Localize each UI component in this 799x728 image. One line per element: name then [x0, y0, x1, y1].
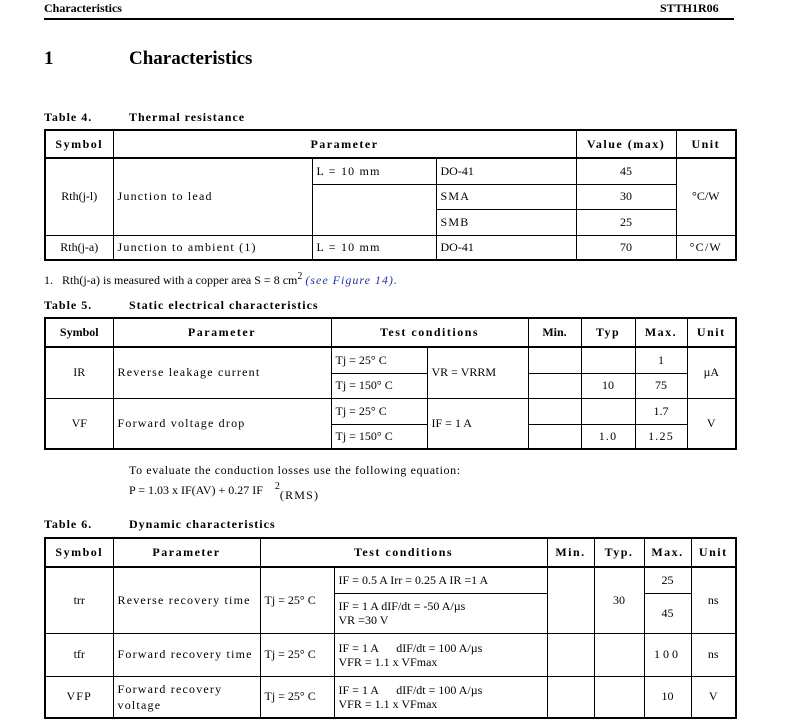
typ-cell: 10: [581, 373, 635, 398]
tj-cell: Tj = 150° C: [331, 373, 427, 398]
symbol-cell: VF: [45, 398, 113, 449]
condition-cell: L = 10 mm: [312, 235, 436, 260]
value-cell: 25: [576, 209, 676, 235]
footnote-number: 1.: [44, 273, 53, 287]
package-cell: DO-41: [436, 158, 576, 184]
symbol-cell: VFP: [45, 676, 113, 718]
condition-line: IF = 1 A dIF/dt = -50 A/µs: [338, 599, 466, 613]
running-header-right: STTH1R06: [660, 1, 719, 15]
equation-intro: To evaluate the conduction losses use the following equation:: [129, 463, 461, 477]
parameter-cell: Forward recovery time: [113, 633, 260, 676]
unit-cell: °C/W: [676, 235, 736, 260]
equation-sup: 2: [274, 481, 280, 492]
table5-title: Static electrical characteristics: [129, 298, 319, 312]
tj-cell: Tj = 25° C: [331, 398, 427, 424]
parameter-line: Forward recovery: [117, 681, 223, 696]
max-cell: 1.25: [635, 424, 687, 449]
symbol-cell: Rth(j-a): [45, 235, 113, 260]
section-title: Characteristics: [129, 48, 253, 69]
parameter-cell: Junction to ambient (1): [113, 235, 312, 260]
header-parameter: Parameter: [113, 318, 331, 347]
section-number: 1: [44, 48, 54, 69]
header-min: Min.: [528, 318, 581, 347]
tj-cell: Tj = 25° C: [260, 676, 334, 718]
header-test-conditions: Test conditions: [260, 538, 547, 567]
value-cell: 45: [576, 158, 676, 184]
condition-line: VFR = 1.1 x VFmax: [338, 654, 438, 669]
header-test-conditions: Test conditions: [331, 318, 528, 347]
equation: [129, 481, 320, 502]
value-cell: 70: [576, 235, 676, 260]
max-cell: 1: [635, 347, 687, 373]
condition-cell: [334, 593, 547, 633]
condition-cell: IF = 1 A: [427, 398, 528, 449]
condition-cell: [334, 676, 547, 718]
header-symbol: Symbol: [45, 130, 113, 158]
header-max: Max.: [644, 538, 691, 567]
running-header-left: Characteristics: [44, 1, 122, 15]
max-cell: 25: [644, 567, 691, 593]
condition-cell: VR = VRRM: [427, 347, 528, 398]
condition-cell: [334, 633, 547, 676]
max-cell: 1.7: [635, 398, 687, 424]
symbol-cell: IR: [45, 347, 113, 398]
max-cell: 45: [644, 593, 691, 633]
parameter-cell: Reverse recovery time: [113, 567, 260, 633]
header-typ: Typ: [581, 318, 635, 347]
condition-line: IF = 1 A dIF/dt = 100 A/µs: [338, 640, 483, 655]
condition-line: VFR = 1.1 x VFmax: [338, 696, 438, 711]
package-cell: DO-41: [436, 235, 576, 260]
symbol-cell: tfr: [45, 633, 113, 676]
unit-cell: ns: [691, 633, 736, 676]
footnote: [44, 271, 398, 288]
condition-line: VR =30 V: [338, 613, 389, 627]
parameter-cell: Junction to lead: [113, 158, 312, 235]
dynamic-characteristics-table: [44, 537, 737, 719]
header-typ: Typ.: [594, 538, 644, 567]
condition-cell: L = 10 mm: [312, 158, 436, 184]
value-cell: 30: [576, 184, 676, 209]
typ-cell: 30: [594, 567, 644, 633]
equation-sub: (RMS): [279, 488, 320, 502]
typ-cell: 1.0: [581, 424, 635, 449]
header-max: Max.: [635, 318, 687, 347]
symbol-cell: Rth(j-l): [45, 158, 113, 235]
parameter-cell: [113, 676, 260, 718]
max-cell: 100: [644, 633, 691, 676]
unit-cell: ns: [691, 567, 736, 633]
condition-line: IF = 1 A dIF/dt = 100 A/µs: [338, 682, 483, 697]
tj-cell: Tj = 150° C: [331, 424, 427, 449]
table6-label: Table 6.: [44, 517, 93, 531]
header-symbol: Symbol: [45, 318, 113, 347]
max-cell: 75: [635, 373, 687, 398]
tj-cell: Tj = 25° C: [260, 633, 334, 676]
footnote-text: Rth(j-a) is measured with a copper area S = 8 cm: [62, 273, 298, 287]
header-rule: [44, 18, 734, 20]
tj-cell: Tj = 25° C: [331, 347, 427, 373]
footnote-sup: 2: [297, 271, 303, 282]
unit-cell: °C/W: [676, 158, 736, 235]
condition-cell: IF = 0.5 A Irr = 0.25 A IR =1 A: [334, 567, 547, 593]
symbol-cell: trr: [45, 567, 113, 633]
header-min: Min.: [547, 538, 594, 567]
tj-cell: Tj = 25° C: [260, 567, 334, 633]
table5-label: Table 5.: [44, 298, 93, 312]
static-characteristics-table: [44, 317, 737, 450]
thermal-resistance-table: [44, 129, 737, 261]
figure-14-link[interactable]: (see Figure 14).: [305, 273, 398, 287]
package-cell: SMB: [436, 209, 576, 235]
max-cell: 10: [644, 676, 691, 718]
header-symbol: Symbol: [45, 538, 113, 567]
unit-cell: V: [687, 398, 736, 449]
table6-title: Dynamic characteristics: [129, 517, 276, 531]
header-value: Value (max): [576, 130, 676, 158]
parameter-cell: Reverse leakage current: [113, 347, 331, 398]
header-parameter: Parameter: [113, 538, 260, 567]
package-cell: SMA: [436, 184, 576, 209]
header-parameter: Parameter: [113, 130, 576, 158]
unit-cell: V: [691, 676, 736, 718]
table4-label: Table 4.: [44, 110, 93, 124]
parameter-cell: Forward voltage drop: [113, 398, 331, 449]
header-unit: Unit: [676, 130, 736, 158]
header-unit: Unit: [687, 318, 736, 347]
header-unit: Unit: [691, 538, 736, 567]
parameter-line: voltage: [117, 697, 162, 712]
unit-cell: µA: [687, 347, 736, 398]
table4-title: Thermal resistance: [129, 110, 246, 124]
equation-text: P = 1.03 x IF(AV) + 0.27 IF: [129, 483, 263, 497]
